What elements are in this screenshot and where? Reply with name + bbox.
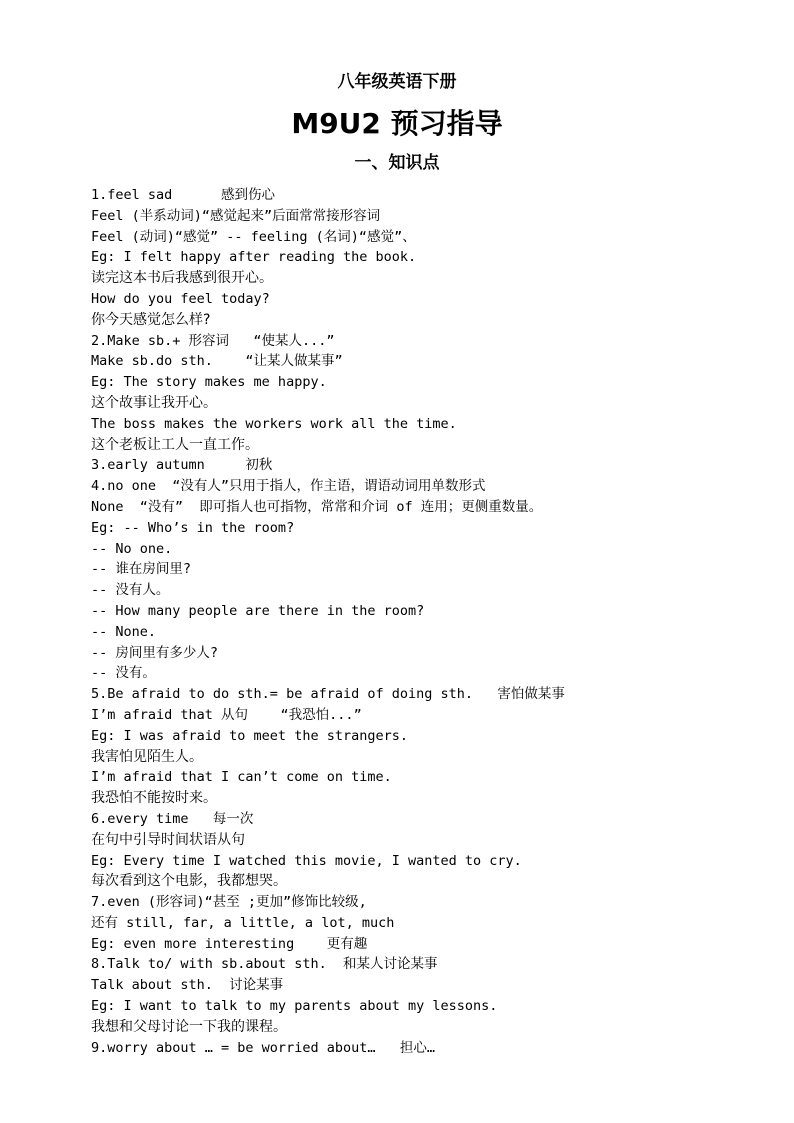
text-line: -- 没有人。 <box>91 582 170 599</box>
knowledge-points-body <box>91 185 771 1058</box>
text-line: Eg: I felt happy after reading the book. <box>91 249 417 266</box>
text-line: 3.early autumn 初秋 <box>91 457 273 474</box>
text-line: 你今天感觉怎么样? <box>91 311 211 328</box>
text-line: -- None. <box>91 623 157 640</box>
text-line: -- 房间里有多少人? <box>91 644 219 661</box>
text-line: 我想和父母讨论一下我的课程。 <box>91 1018 287 1035</box>
text-line: Feel (半系动词)“感觉起来”后面常常接形容词 <box>91 207 381 224</box>
text-line: 2.Make sb.+ 形容词 “使某人...” <box>91 332 335 349</box>
text-line: 我害怕见陌生人。 <box>91 748 203 765</box>
text-line: Talk about sth. 讨论某事 <box>91 977 284 994</box>
text-line: 1.feel sad 感到伤心 <box>91 187 276 203</box>
text-line: 9.worry about … = be worried about… 担心… <box>91 1039 435 1056</box>
text-line: Eg: The story makes me happy. <box>91 374 327 391</box>
page-title: M9U2 预习指导 <box>291 107 503 140</box>
text-line: 6.every time 每一次 <box>91 810 254 827</box>
text-line: Make sb.do sth. “让某人做某事” <box>91 353 343 370</box>
section-heading: 一、知识点 <box>354 153 440 173</box>
text-line: I’m afraid that 从句 “我恐怕...” <box>91 706 362 723</box>
text-line: -- 没有。 <box>91 665 156 682</box>
text-line: The boss makes the workers work all the time. <box>91 415 457 432</box>
text-line: Eg: I want to talk to my parents about my lessons. <box>91 998 498 1015</box>
text-line: None “没有” 即可指人也可指物，常常和介词 of 连用；更侧重数量。 <box>91 498 543 515</box>
text-line: -- How many people are there in the room? <box>91 602 425 619</box>
text-line: Eg: -- Who’s in the room? <box>91 519 295 536</box>
text-line: Eg: even more interesting 更有趣 <box>91 935 368 952</box>
text-line: 这个故事让我开心。 <box>91 394 217 411</box>
text-line: I’m afraid that I can’t come on time. <box>91 769 392 786</box>
text-line: 这个老板让工人一直工作。 <box>91 436 259 453</box>
text-line: 5.Be afraid to do sth.= be afraid of doing sth. 害怕做某事 <box>91 686 565 703</box>
text-line: Eg: I was afraid to meet the strangers. <box>91 727 408 744</box>
text-line: 8.Talk to/ with sb.about sth. 和某人讨论某事 <box>91 956 438 973</box>
text-line: -- No one. <box>91 540 173 557</box>
text-line: Feel (动词)“感觉” -- feeling (名词)“感觉”、 <box>91 228 416 245</box>
grade-title: 八年级英语下册 <box>337 72 457 92</box>
text-line: 我恐怕不能按时来。 <box>91 790 217 807</box>
text-line: -- 谁在房间里? <box>91 561 192 578</box>
text-line: 还有 still, far, a little, a lot, much <box>91 914 395 931</box>
text-line: 每次看到这个电影，我都想哭。 <box>91 873 287 890</box>
text-line: 读完这本书后我感到很开心。 <box>91 270 273 287</box>
text-line: 4.no one “没有人”只用于指人，作主语，谓语动词用单数形式 <box>91 478 486 495</box>
text-line: 在句中引导时间状语从句 <box>91 831 245 848</box>
text-line: Eg: Every time I watched this movie, I wanted to cry. <box>91 852 522 869</box>
text-line: 7.even (形容词)“甚至 ;更加”修饰比较级, <box>91 894 367 911</box>
text-line: How do you feel today? <box>91 290 270 307</box>
